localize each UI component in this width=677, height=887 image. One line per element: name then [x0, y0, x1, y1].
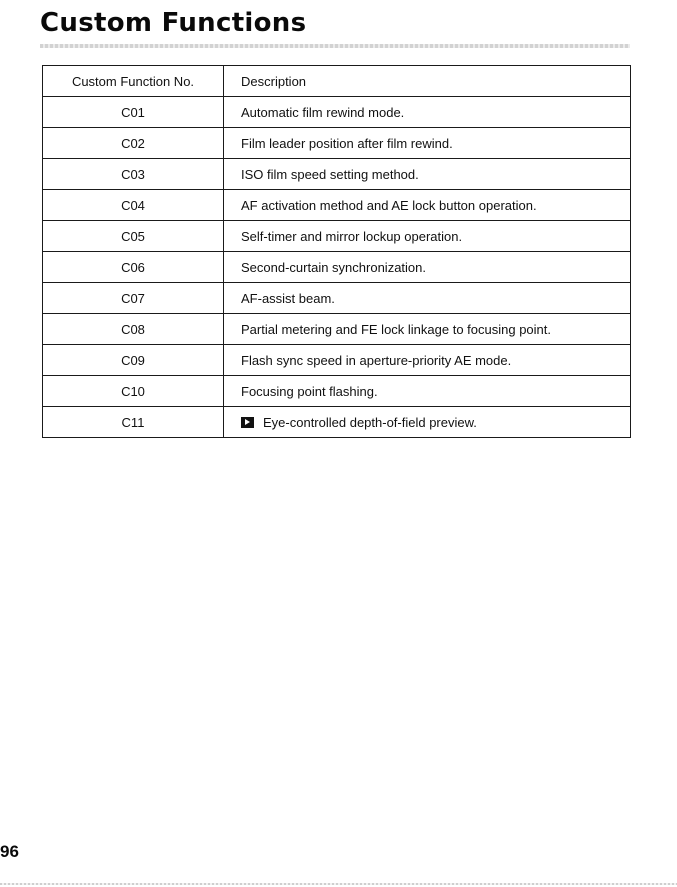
function-description-cell [224, 407, 631, 438]
function-description: Second-curtain synchronization. [224, 252, 631, 283]
table-row [43, 221, 631, 252]
table-row [43, 376, 631, 407]
function-number: C09 [43, 345, 224, 376]
function-description: Eye-controlled depth-of-field preview. [263, 414, 477, 430]
header-function-no: Custom Function No. [43, 66, 224, 97]
function-number: C02 [43, 128, 224, 159]
page-number: 96 [0, 842, 19, 861]
function-description: Self-timer and mirror lockup operation. [224, 221, 631, 252]
function-number: C11 [43, 407, 224, 438]
bottom-edge-rule [0, 883, 677, 885]
function-description: Automatic film rewind mode. [224, 97, 631, 128]
function-number: C05 [43, 221, 224, 252]
table-row [43, 314, 631, 345]
table-row [43, 159, 631, 190]
function-number: C07 [43, 283, 224, 314]
function-number: C04 [43, 190, 224, 221]
function-number: C10 [43, 376, 224, 407]
table-row [43, 190, 631, 221]
function-description: Flash sync speed in aperture-priority AE mode. [224, 345, 631, 376]
function-number: C08 [43, 314, 224, 345]
function-number: C06 [43, 252, 224, 283]
function-description: Film leader position after film rewind. [224, 128, 631, 159]
function-number: C03 [43, 159, 224, 190]
table-header-row [43, 66, 631, 97]
function-description: AF activation method and AE lock button operation. [224, 190, 631, 221]
table-row [43, 252, 631, 283]
eye-control-icon [241, 417, 254, 428]
custom-functions-table [42, 65, 631, 438]
function-description: ISO film speed setting method. [224, 159, 631, 190]
table-row [43, 97, 631, 128]
function-number: C01 [43, 97, 224, 128]
page-title: Custom Functions [40, 8, 307, 38]
function-description: AF-assist beam. [224, 283, 631, 314]
function-description: Focusing point flashing. [224, 376, 631, 407]
table-row [43, 283, 631, 314]
table-row [43, 345, 631, 376]
table-row [43, 407, 631, 438]
table-row [43, 128, 631, 159]
function-description: Partial metering and FE lock linkage to focusing point. [224, 314, 631, 345]
header-description: Description [224, 66, 631, 97]
title-underline [40, 44, 630, 48]
